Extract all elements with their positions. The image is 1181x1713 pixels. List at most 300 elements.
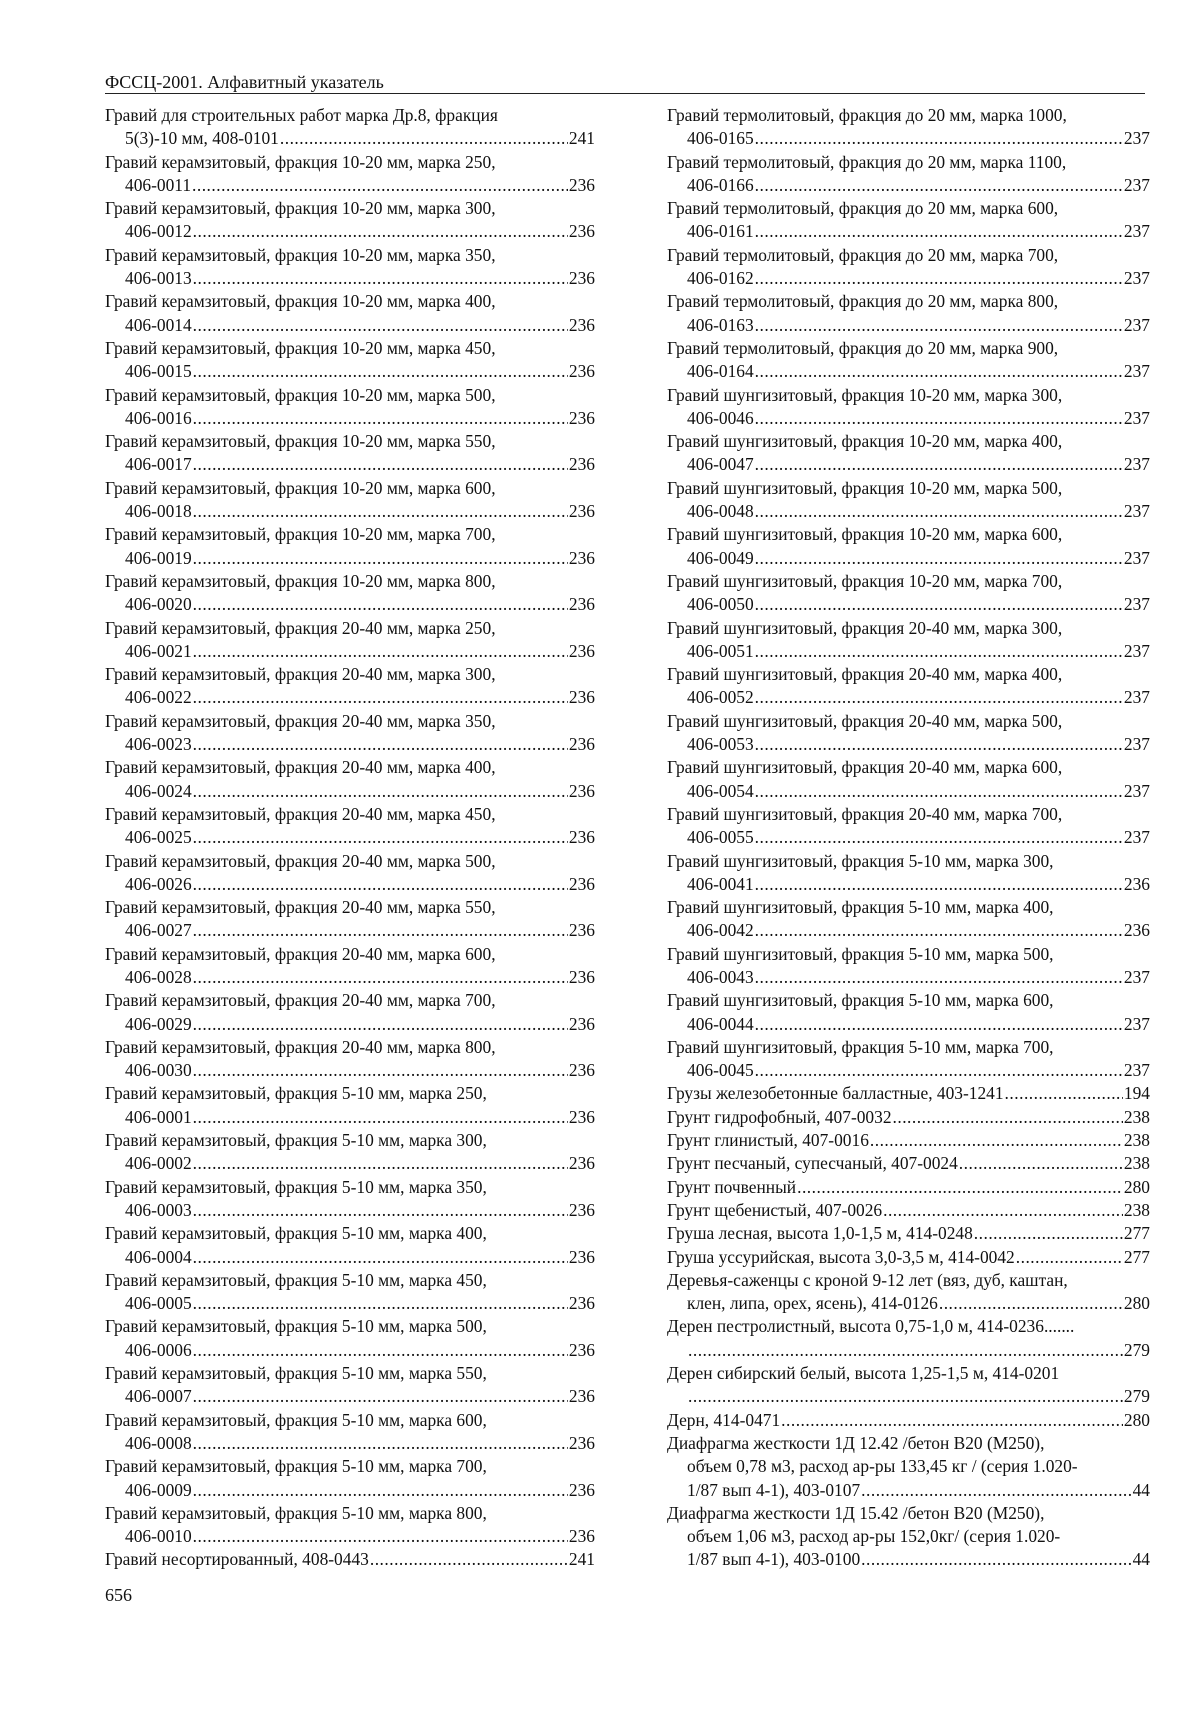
index-entry-text: Гравий керамзитовый, фракция 5-10 мм, марка 500,	[105, 1316, 487, 1337]
dot-leader	[193, 780, 568, 803]
index-entry-leader-line	[667, 1339, 1150, 1362]
index-entry-leader-line	[667, 547, 1150, 570]
dot-leader	[755, 547, 1123, 570]
index-entry-leader-line	[667, 1152, 1150, 1175]
dot-leader	[193, 919, 568, 942]
index-entry-text: Гравий шунгизитовый, фракция 20-40 мм, марка 400,	[667, 664, 1063, 685]
index-entry	[105, 1362, 595, 1409]
dot-leader	[193, 640, 568, 663]
index-entry-page: 237	[1123, 734, 1150, 755]
index-entry	[667, 989, 1150, 1036]
index-entry	[667, 1246, 1150, 1269]
index-entry-leader-line	[667, 360, 1150, 383]
index-entry-text: Гравий шунгизитовый, фракция 20-40 мм, марка 300,	[667, 617, 1063, 638]
index-entry-leader-line	[105, 127, 595, 150]
index-entry-code: 406-0015	[125, 361, 192, 382]
dot-leader	[193, 733, 568, 756]
index-entry-text: Гравий керамзитовый, фракция 20-40 мм, марка 550,	[105, 897, 496, 918]
index-entry-code: 406-0006	[125, 1339, 192, 1360]
index-entry-page: 238	[1123, 1130, 1150, 1151]
index-entry-code: 406-0163	[687, 314, 754, 335]
index-entry-leader-line	[105, 1106, 595, 1129]
index-entry-text: Гравий керамзитовый, фракция 20-40 мм, марка 800,	[105, 1036, 496, 1057]
index-entry-page: 236	[568, 1246, 595, 1267]
index-entry	[667, 1082, 1150, 1105]
index-entry	[105, 1082, 595, 1129]
index-entry	[667, 1269, 1150, 1316]
index-entry-code: Грунт почвенный	[667, 1176, 797, 1197]
index-entry	[667, 756, 1150, 803]
index-entry-leader-line	[667, 453, 1150, 476]
index-entry-leader-line	[105, 1548, 595, 1571]
index-entry-leader-line	[105, 500, 595, 523]
index-entry-leader-line	[105, 1246, 595, 1269]
dot-leader	[193, 966, 568, 989]
index-entry	[667, 1199, 1150, 1222]
index-entry-code: 406-0165	[687, 128, 754, 149]
index-entry	[105, 756, 595, 803]
dot-leader	[193, 1013, 568, 1036]
dot-leader	[193, 1432, 568, 1455]
index-entry-text: Гравий шунгизитовый, фракция 5-10 мм, марка 400,	[667, 897, 1054, 918]
index-entry-page: 236	[568, 734, 595, 755]
dot-leader	[280, 127, 568, 150]
index-entry-leader-line	[667, 1548, 1150, 1571]
index-entry	[667, 1129, 1150, 1152]
dot-leader	[755, 919, 1123, 942]
index-entry	[667, 244, 1150, 291]
index-entry	[105, 1315, 595, 1362]
dot-leader	[193, 314, 568, 337]
dot-leader	[688, 1385, 1123, 1408]
index-entry-page: 237	[1123, 454, 1150, 475]
index-entry-text: Диафрагма жесткости 1Д 12.42 /бетон В20 (М250),	[667, 1432, 1045, 1453]
dot-leader	[193, 686, 568, 709]
index-entry-page: 237	[1123, 640, 1150, 661]
index-entry-leader-line	[105, 686, 595, 709]
index-entry-leader-line	[667, 1409, 1150, 1432]
index-entry-code: 406-0026	[125, 873, 192, 894]
index-entry-code: 406-0166	[687, 174, 754, 195]
index-entry-text: Гравий шунгизитовый, фракция 10-20 мм, марка 600,	[667, 524, 1063, 545]
index-entry-code: Груша лесная, высота 1,0-1,5 м, 414-0248	[667, 1223, 973, 1244]
dot-leader	[755, 780, 1123, 803]
index-entry-text: Гравий керамзитовый, фракция 20-40 мм, марка 350,	[105, 710, 496, 731]
index-entry	[667, 384, 1150, 431]
index-entry-code: 406-0017	[125, 454, 192, 475]
dot-leader	[370, 1548, 568, 1571]
index-entry	[105, 663, 595, 710]
index-entry-leader-line	[667, 407, 1150, 430]
page-number: 656	[105, 1585, 132, 1605]
index-entry-leader-line	[105, 966, 595, 989]
index-column-left	[105, 104, 595, 1572]
index-entry-leader-line	[667, 220, 1150, 243]
index-entry	[105, 523, 595, 570]
dot-leader	[755, 966, 1123, 989]
index-entry-leader-line	[667, 1385, 1150, 1408]
dot-leader	[755, 686, 1123, 709]
index-entry-text: Гравий шунгизитовый, фракция 20-40 мм, марка 500,	[667, 710, 1063, 731]
index-entry-code: 406-0021	[125, 640, 192, 661]
dot-leader	[959, 1152, 1123, 1175]
dot-leader	[974, 1222, 1123, 1245]
index-entry-leader-line	[667, 780, 1150, 803]
index-entry-text: Гравий керамзитовый, фракция 5-10 мм, марка 300,	[105, 1130, 487, 1151]
index-entry-page: 237	[1123, 780, 1150, 801]
dot-leader	[861, 1479, 1131, 1502]
index-entry	[667, 663, 1150, 710]
dot-leader	[883, 1199, 1123, 1222]
dot-leader	[193, 1152, 568, 1175]
dot-leader	[193, 1246, 568, 1269]
index-entry-code: 406-0019	[125, 547, 192, 568]
index-entry	[105, 337, 595, 384]
index-entry-leader-line	[105, 1013, 595, 1036]
index-entry	[667, 1152, 1150, 1175]
index-entry-page: 236	[568, 1013, 595, 1034]
index-entry	[667, 896, 1150, 943]
index-entry-leader-line	[105, 267, 595, 290]
index-entry-text: Гравий керамзитовый, фракция 20-40 мм, марка 400,	[105, 757, 496, 778]
index-entry-code: 406-0161	[687, 221, 754, 242]
index-entry-text: Гравий керамзитовый, фракция 5-10 мм, марка 400,	[105, 1223, 487, 1244]
index-entry-page: 236	[568, 407, 595, 428]
index-entry-leader-line	[667, 826, 1150, 849]
index-entry	[667, 570, 1150, 617]
index-entry-leader-line	[105, 220, 595, 243]
dot-leader	[193, 407, 568, 430]
dot-leader	[755, 826, 1123, 849]
index-entry-text: Гравий керамзитовый, фракция 20-40 мм, марка 250,	[105, 617, 496, 638]
index-entry-page: 194	[1123, 1083, 1150, 1104]
dot-leader	[688, 1339, 1123, 1362]
index-entry-text: Гравий керамзитовый, фракция 20-40 мм, марка 300,	[105, 664, 496, 685]
index-entry-code: 406-0029	[125, 1013, 192, 1034]
index-entry-code: 406-0054	[687, 780, 754, 801]
index-entry-text: Гравий керамзитовый, фракция 20-40 мм, марка 600,	[105, 943, 496, 964]
index-entry-code: Грузы железобетонные балластные, 403-1241	[667, 1083, 1004, 1104]
index-entry-text: Гравий керамзитовый, фракция 20-40 мм, марка 700,	[105, 990, 496, 1011]
index-entry-text: объем 0,78 м3, расход ар-ры 133,45 кг / (серия 1.020-	[687, 1456, 1078, 1477]
index-entry-code: 406-0013	[125, 268, 192, 289]
index-entry-code: 406-0011	[125, 174, 192, 195]
index-entry-page: 279	[1123, 1339, 1150, 1360]
index-entry-page: 236	[568, 780, 595, 801]
index-entry-page: 237	[1123, 407, 1150, 428]
index-entry	[105, 104, 595, 151]
index-entry-page: 277	[1123, 1223, 1150, 1244]
index-entry	[105, 1036, 595, 1083]
index-entry-page: 236	[568, 268, 595, 289]
index-entry-code: 406-0043	[687, 966, 754, 987]
dot-leader	[193, 593, 568, 616]
index-entry-code: Гравий несортированный, 408-0443	[105, 1549, 369, 1570]
dot-leader	[755, 640, 1123, 663]
index-entry	[105, 477, 595, 524]
dot-leader	[1005, 1082, 1123, 1105]
index-entry	[105, 384, 595, 431]
index-entry-page: 237	[1123, 361, 1150, 382]
index-entry	[667, 1409, 1150, 1432]
dot-leader	[755, 453, 1123, 476]
index-entry-page: 236	[568, 454, 595, 475]
index-entry-leader-line	[667, 640, 1150, 663]
index-entry-leader-line	[667, 873, 1150, 896]
index-entry-code: 406-0004	[125, 1246, 192, 1267]
index-entry-code: 406-0041	[687, 873, 754, 894]
dot-leader	[781, 1409, 1123, 1432]
index-entry-leader-line	[667, 1176, 1150, 1199]
index-entry-text: Гравий термолитовый, фракция до 20 мм, марка 600,	[667, 198, 1059, 219]
index-entry	[105, 1502, 595, 1549]
index-entry-leader-line	[667, 127, 1150, 150]
index-entry-page: 238	[1123, 1106, 1150, 1127]
index-entry-code: 406-0050	[687, 594, 754, 615]
index-entry	[667, 477, 1150, 524]
index-entry-leader-line	[667, 966, 1150, 989]
index-entry	[105, 617, 595, 664]
index-entry-leader-line	[667, 1292, 1150, 1315]
index-entry	[105, 197, 595, 244]
index-entry-text: Гравий керамзитовый, фракция 10-20 мм, марка 800,	[105, 570, 496, 591]
index-entry-code: 406-0001	[125, 1106, 192, 1127]
index-entry-page: 236	[568, 1199, 595, 1220]
index-entry	[105, 1269, 595, 1316]
index-entry-text: Гравий термолитовый, фракция до 20 мм, марка 700,	[667, 244, 1059, 265]
dot-leader	[797, 1176, 1123, 1199]
index-entry-code: 406-0010	[125, 1526, 192, 1547]
index-entry-code: 406-0024	[125, 780, 192, 801]
index-entry-leader-line	[105, 407, 595, 430]
index-entry	[667, 1432, 1150, 1502]
index-entry	[105, 1548, 595, 1571]
index-entry-code: 1/87 вып 4-1), 403-0100	[687, 1549, 861, 1570]
index-entry-page: 237	[1123, 128, 1150, 149]
index-entry-text: Гравий керамзитовый, фракция 5-10 мм, марка 350,	[105, 1176, 487, 1197]
dot-leader	[893, 1106, 1123, 1129]
index-entry-text: Гравий керамзитовый, фракция 5-10 мм, марка 600,	[105, 1409, 487, 1430]
index-entry-text: Гравий шунгизитовый, фракция 10-20 мм, марка 700,	[667, 570, 1063, 591]
index-entry-code: 406-0025	[125, 827, 192, 848]
index-entry-page: 236	[568, 1479, 595, 1500]
index-entry-code: 406-0007	[125, 1386, 192, 1407]
dot-leader	[193, 1339, 568, 1362]
index-entry-page: 279	[1123, 1386, 1150, 1407]
index-entry-text: Гравий шунгизитовый, фракция 10-20 мм, марка 300,	[667, 384, 1063, 405]
index-entry-code: 406-0002	[125, 1153, 192, 1174]
index-column-right	[667, 104, 1150, 1572]
index-entry-code: клен, липа, орех, ясень), 414-0126	[687, 1293, 938, 1314]
index-entry-page: 236	[568, 594, 595, 615]
dot-leader	[193, 500, 568, 523]
index-entry	[105, 803, 595, 850]
index-entry-code: 406-0023	[125, 734, 192, 755]
index-entry-page: 280	[1123, 1176, 1150, 1197]
index-entry-page: 241	[568, 1549, 595, 1570]
index-entry-page: 236	[568, 1060, 595, 1081]
index-entry	[105, 1455, 595, 1502]
index-entry	[105, 1176, 595, 1223]
dot-leader	[193, 1106, 568, 1129]
index-entry-leader-line	[667, 1246, 1150, 1269]
dot-leader	[193, 1199, 568, 1222]
index-entry-text: Гравий керамзитовый, фракция 10-20 мм, марка 550,	[105, 431, 496, 452]
dot-leader	[1016, 1246, 1123, 1269]
index-entry-leader-line	[667, 174, 1150, 197]
index-entry-leader-line	[667, 1082, 1150, 1105]
index-entry-page: 236	[568, 221, 595, 242]
index-entry	[105, 896, 595, 943]
index-entry-leader-line	[105, 314, 595, 337]
index-entry-code: 406-0014	[125, 314, 192, 335]
index-entry-page: 280	[1123, 1409, 1150, 1430]
index-entry	[667, 1315, 1150, 1362]
index-entry-page: 237	[1123, 827, 1150, 848]
index-entry-leader-line	[667, 1059, 1150, 1082]
index-entry-code: 406-0018	[125, 501, 192, 522]
dot-leader	[193, 547, 568, 570]
index-entry-page: 236	[568, 873, 595, 894]
index-entry-text: Гравий керамзитовый, фракция 10-20 мм, марка 500,	[105, 384, 496, 405]
index-entry-text: Деревья-саженцы с кроной 9-12 лет (вяз, дуб, каштан,	[667, 1269, 1068, 1290]
index-entry-leader-line	[105, 174, 595, 197]
index-entry-leader-line	[105, 1385, 595, 1408]
index-entry-code: 406-0009	[125, 1479, 192, 1500]
dot-leader	[755, 220, 1123, 243]
dot-leader	[192, 174, 568, 197]
index-entry-page: 236	[568, 501, 595, 522]
index-entry-leader-line	[105, 360, 595, 383]
index-entry-page: 236	[568, 1153, 595, 1174]
index-entry-code: 406-0022	[125, 687, 192, 708]
index-entry-text: Дерен сибирский белый, высота 1,25-1,5 м, 414-0201	[667, 1363, 1060, 1384]
dot-leader	[861, 1548, 1131, 1571]
index-entry-page: 237	[1123, 687, 1150, 708]
dot-leader	[193, 1479, 568, 1502]
index-entry-code: 406-0048	[687, 501, 754, 522]
index-entry-leader-line	[667, 919, 1150, 942]
index-entry-page: 277	[1123, 1246, 1150, 1267]
index-entry-page: 44	[1132, 1479, 1150, 1500]
index-entry	[667, 1036, 1150, 1083]
index-entry	[667, 1106, 1150, 1129]
dot-leader	[755, 267, 1123, 290]
index-entry-page: 238	[1123, 1199, 1150, 1220]
index-entry-page: 237	[1123, 314, 1150, 335]
index-entry-code: 406-0051	[687, 640, 754, 661]
index-entry-text: Гравий шунгизитовый, фракция 10-20 мм, марка 500,	[667, 477, 1063, 498]
index-entry-code: 406-0016	[125, 407, 192, 428]
index-entry-code: 406-0164	[687, 361, 754, 382]
index-entry-page: 236	[568, 547, 595, 568]
index-entry-code: 406-0012	[125, 221, 192, 242]
index-entry-page: 236	[568, 640, 595, 661]
index-entry-leader-line	[105, 1339, 595, 1362]
index-entry	[667, 710, 1150, 757]
index-entry	[105, 989, 595, 1036]
index-entry-page: 237	[1123, 966, 1150, 987]
index-entry-code: 406-0044	[687, 1013, 754, 1034]
index-entry	[667, 1502, 1150, 1572]
index-entry-text: Гравий керамзитовый, фракция 20-40 мм, марка 450,	[105, 803, 496, 824]
index-entry	[667, 430, 1150, 477]
index-entry-text: Гравий керамзитовый, фракция 5-10 мм, марка 550,	[105, 1363, 487, 1384]
dot-leader	[193, 1525, 568, 1548]
index-entry-leader-line	[105, 1525, 595, 1548]
index-entry-text: Гравий шунгизитовый, фракция 20-40 мм, марка 600,	[667, 757, 1063, 778]
index-entry-leader-line	[667, 1129, 1150, 1152]
dot-leader	[193, 826, 568, 849]
index-entry	[667, 617, 1150, 664]
index-entry-page: 236	[568, 687, 595, 708]
index-entry-leader-line	[667, 686, 1150, 709]
index-entry	[667, 290, 1150, 337]
index-entry-page: 44	[1132, 1549, 1150, 1570]
dot-leader	[755, 1013, 1123, 1036]
index-entry-leader-line	[105, 873, 595, 896]
dot-leader	[755, 360, 1123, 383]
index-entry	[105, 1409, 595, 1456]
index-entry-text: Гравий шунгизитовый, фракция 5-10 мм, марка 500,	[667, 943, 1054, 964]
index-entry-leader-line	[105, 733, 595, 756]
index-entry-code: 406-0030	[125, 1060, 192, 1081]
index-entry-leader-line	[105, 640, 595, 663]
index-entry-page: 241	[568, 128, 595, 149]
index-entry-text: Гравий керамзитовый, фракция 5-10 мм, марка 250,	[105, 1083, 487, 1104]
index-entry-code: 406-0003	[125, 1199, 192, 1220]
index-entry-page: 236	[568, 1293, 595, 1314]
index-entry-page: 236	[1123, 873, 1150, 894]
dot-leader	[193, 360, 568, 383]
index-entry-text: Гравий термолитовый, фракция до 20 мм, марка 1100,	[667, 151, 1067, 172]
index-entry-code: Грунт гидрофобный, 407-0032	[667, 1106, 892, 1127]
index-entry-leader-line	[105, 547, 595, 570]
index-entry-text: Гравий керамзитовый, фракция 5-10 мм, марка 700,	[105, 1456, 487, 1477]
dot-leader	[755, 593, 1123, 616]
index-entry-text: Гравий керамзитовый, фракция 10-20 мм, марка 700,	[105, 524, 496, 545]
index-entry	[667, 1222, 1150, 1245]
index-entry-page: 237	[1123, 174, 1150, 195]
index-entry-code: Грунт глинистый, 407-0016	[667, 1130, 869, 1151]
index-entry-code: 406-0027	[125, 920, 192, 941]
running-header: ФССЦ-2001. Алфавитный указатель	[105, 72, 1145, 94]
dot-leader	[755, 407, 1123, 430]
index-entry-text: Дерен пестролистный, высота 0,75-1,0 м, 414-0236.......	[667, 1316, 1075, 1337]
index-entry-leader-line	[667, 1106, 1150, 1129]
index-entry-page: 237	[1123, 1060, 1150, 1081]
index-entry	[105, 570, 595, 617]
index-entry	[667, 1362, 1150, 1409]
index-entry-text: Диафрагма жесткости 1Д 15.42 /бетон В20 (М250),	[667, 1502, 1045, 1523]
index-entry-leader-line	[667, 314, 1150, 337]
index-entry	[105, 850, 595, 897]
index-entry-leader-line	[667, 593, 1150, 616]
index-entry-leader-line	[105, 1199, 595, 1222]
index-entry-page: 237	[1123, 268, 1150, 289]
index-entry-page: 238	[1123, 1153, 1150, 1174]
index-entry-text: объем 1,06 м3, расход ар-ры 152,0кг/ (серия 1.020-	[687, 1526, 1061, 1547]
dot-leader	[755, 127, 1123, 150]
index-entry-page: 237	[1123, 547, 1150, 568]
index-entry-code: 406-0045	[687, 1060, 754, 1081]
index-entry-code: 406-0055	[687, 827, 754, 848]
index-entry	[105, 943, 595, 990]
index-entry-leader-line	[105, 593, 595, 616]
index-entry-text: Гравий термолитовый, фракция до 20 мм, марка 800,	[667, 291, 1059, 312]
dot-leader	[870, 1129, 1123, 1152]
index-entry-page: 236	[1123, 920, 1150, 941]
